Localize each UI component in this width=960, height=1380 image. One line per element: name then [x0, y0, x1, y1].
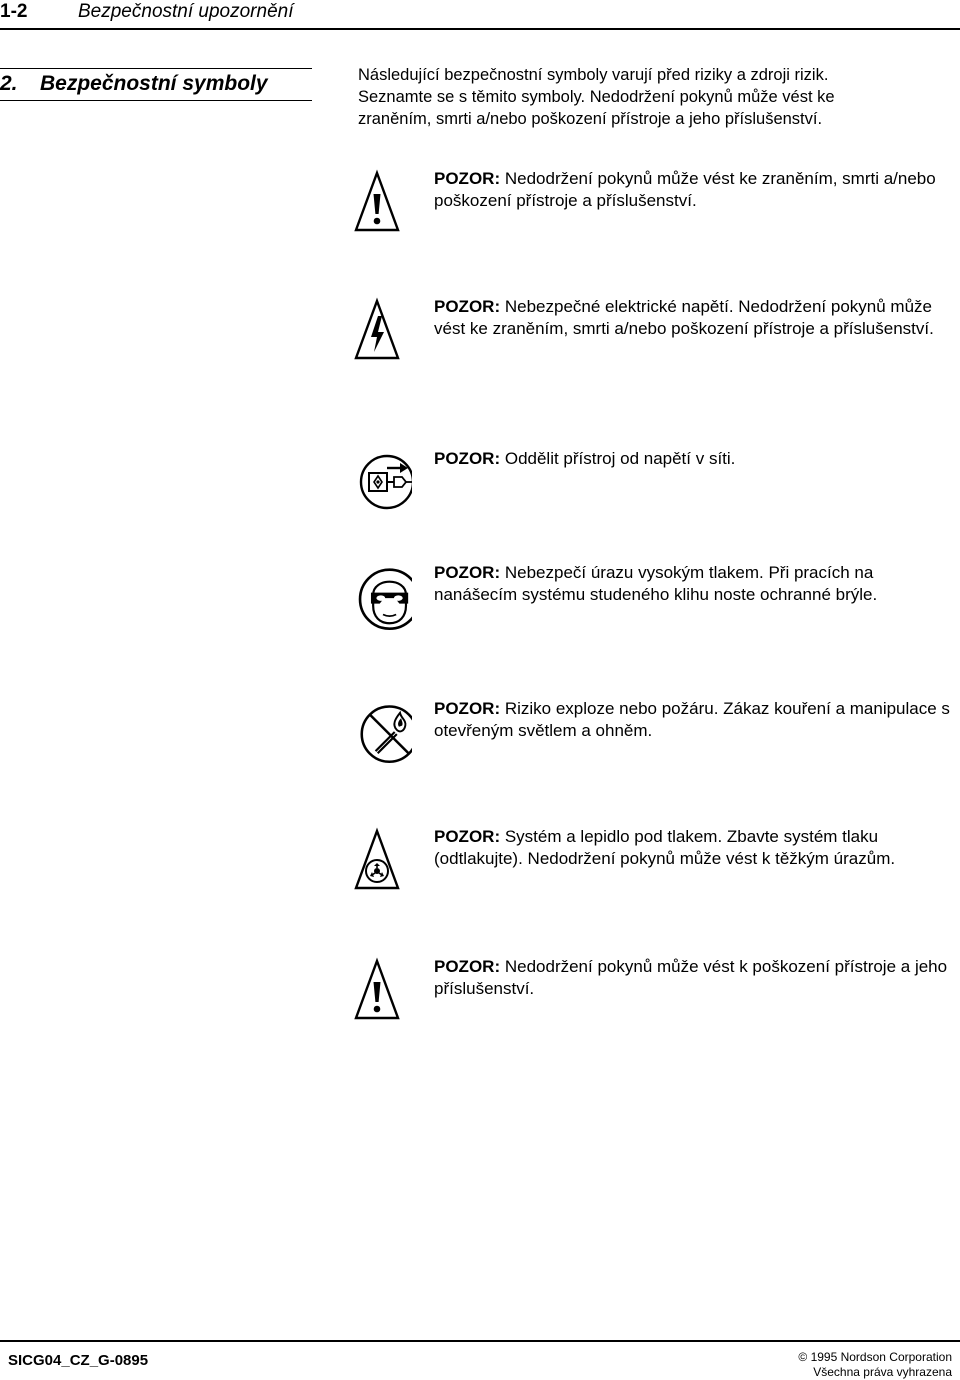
- intro-paragraph: [358, 64, 948, 130]
- warning-label: POZOR:: [434, 297, 501, 316]
- section-number: 2.: [0, 72, 18, 95]
- page-number: 1-2: [0, 1, 28, 22]
- warning-message: Systém a lepidlo pod tlakem. Zbavte systém tlaku (odtlakujte). Nedodržení pokynů může vést k těžkým úrazům.: [434, 827, 896, 868]
- document-id: SICG04_CZ_G-0895: [8, 1352, 149, 1369]
- chapter-title: Bezpečnostní upozornění: [78, 1, 294, 22]
- warning-text: [434, 698, 960, 742]
- section-divider-top: [0, 68, 312, 69]
- general-warning-icon: [354, 168, 400, 232]
- warning-label: POZOR:: [434, 169, 501, 188]
- section-title: Bezpečnostní symboly: [40, 72, 268, 95]
- intro-line: Seznamte se s těmito symboly. Nedodržení pokynů může vést ke: [358, 88, 835, 106]
- intro-line: zraněním, smrti a/nebo poškození přístroje a jeho příslušenství.: [358, 110, 823, 128]
- header-divider: [0, 28, 960, 30]
- general-warning-icon: [354, 956, 400, 1020]
- warning-text: [434, 296, 960, 340]
- warning-label: POZOR:: [434, 563, 501, 582]
- intro-line: Následující bezpečnostní symboly varují před riziky a zdroji rizik.: [358, 66, 829, 84]
- no-open-flame-icon: [354, 698, 412, 766]
- warning-label: POZOR:: [434, 449, 501, 468]
- warning-label: POZOR:: [434, 827, 501, 846]
- section-divider-bottom: [0, 100, 312, 101]
- warning-message: Nebezpečí úrazu vysokým tlakem. Při pracích na nanášecím systému studeného klihu noste ochranné brýle.: [434, 563, 878, 604]
- disconnect-power-icon: [354, 448, 412, 512]
- warning-text: [434, 826, 960, 870]
- warning-message: Nebezpečné elektrické napětí. Nedodržení pokynů může vést ke zraněním, smrti a/nebo poškození přístroje a příslušenství.: [434, 297, 934, 338]
- warning-message: Nedodržení pokynů může vést k poškození přístroje a jeho příslušenství.: [434, 957, 948, 998]
- electrical-hazard-icon: [354, 296, 400, 360]
- safety-goggles-icon: [354, 562, 412, 632]
- warning-message: Riziko exploze nebo požáru. Zákaz kouření a manipulace s otevřeným světlem a ohněm.: [434, 699, 950, 740]
- pressurized-system-icon: [354, 826, 400, 890]
- warning-text: [434, 956, 960, 1000]
- warning-text: [434, 562, 960, 606]
- footer-divider: [0, 1340, 960, 1342]
- copyright-notice: [798, 1350, 952, 1380]
- warning-message: Nedodržení pokynů může vést ke zraněním, smrti a/nebo poškození přístroje a příslušenství.: [434, 169, 936, 210]
- copyright-line: © 1995 Nordson Corporation: [798, 1350, 952, 1364]
- warning-text: [434, 168, 960, 212]
- warning-text: [434, 448, 960, 470]
- warning-message: Oddělit přístroj od napětí v síti.: [504, 449, 736, 468]
- warning-label: POZOR:: [434, 699, 501, 718]
- rights-line: Všechna práva vyhrazena: [813, 1365, 952, 1379]
- warning-label: POZOR:: [434, 957, 501, 976]
